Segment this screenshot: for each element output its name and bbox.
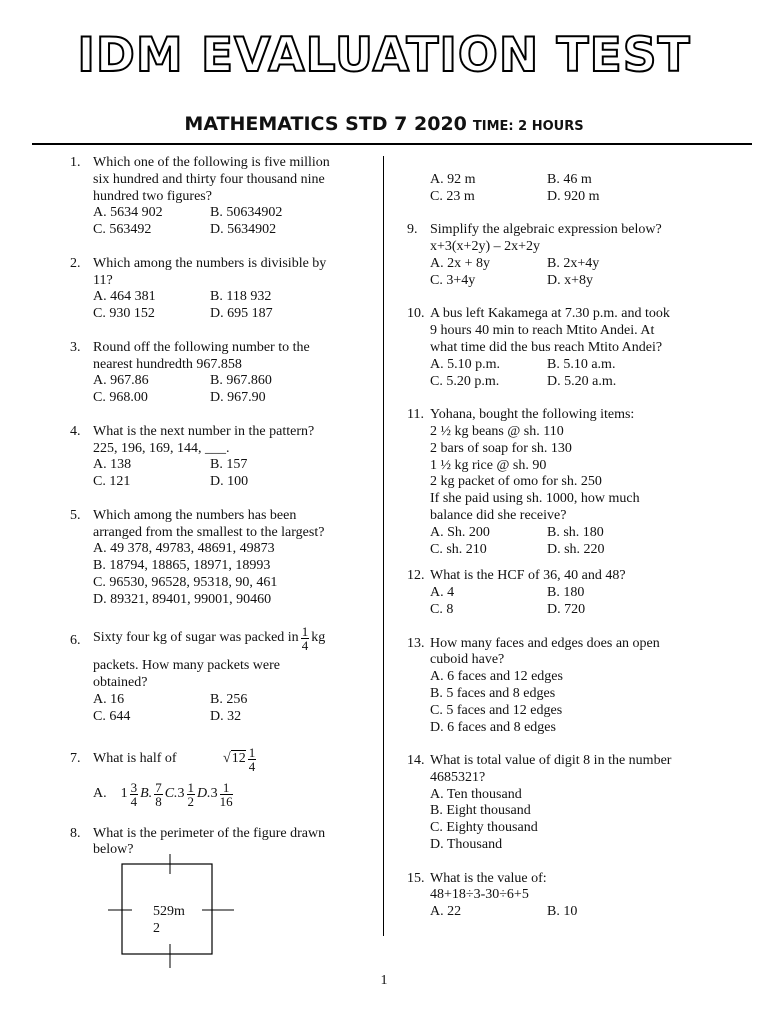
option-b: B. 18794, 18865, 18971, 18993 [93,558,271,574]
question-number: 6. [70,633,81,649]
question-number: 8. [70,825,81,841]
option-b: B. 157 [210,457,248,473]
option-a: A. 967.86 [93,373,149,389]
option-c: C. 930 152 [93,306,155,322]
question-text: 48+18÷3-30÷6+5 [430,887,529,903]
option-a: A. 16 [93,691,125,707]
option-c: C. sh. 210 [430,541,487,557]
question-number: 1. [70,155,81,170]
option-a: A. 92 m [430,172,476,187]
question-2 [70,256,370,323]
question-text: obtained? [93,675,148,691]
right-column [407,172,727,921]
option-c-label: C. [164,785,178,801]
question-text: What is total value of digit 8 in the number [430,753,672,769]
question-10 [407,306,727,390]
question-number: 10. [407,306,425,322]
question-number: 5. [70,507,81,523]
figure-area-exponent: 2 [153,921,160,936]
option-a: A. 5634 902 [93,205,163,221]
option-d: D. 6 faces and 8 edges [430,719,556,735]
option-c-whole: 3 [177,785,185,801]
option-b-label: B. [140,785,153,801]
question-3 [70,340,370,407]
option-a-fraction: $\frac{3}{4}$ [130,779,138,809]
question-text: What is the value of: [430,870,547,886]
question-text: If she paid using sh. 1000, how much [430,491,640,507]
option-a: A. Ten thousand [430,786,522,802]
subject-label: MATHEMATICS STD 7 2020 [184,113,467,135]
question-text: What is the perimeter of the figure drawn [93,825,326,841]
question-text: How many faces and edges does an open [430,635,660,651]
fraction: $\frac{1}{4}$ [301,624,309,654]
question-number: 14. [407,753,425,769]
subject-heading [0,113,768,135]
question-text: 2 kg packet of omo for sh. 250 [430,474,602,490]
option-d: D. 5634902 [210,222,277,238]
option-d: D. 89321, 89401, 99001, 90460 [93,591,272,607]
test-title: IDM EVALUATION TEST [77,28,691,83]
question-6 [70,625,370,725]
question-text: nearest hundredth 967.858 [93,356,242,372]
question-text: 2 ½ kg beans @ sh. 110 [430,423,564,439]
question-13 [407,636,727,737]
option-a: A. 6 faces and 12 edges [430,669,563,685]
option-d: D. 967.90 [210,390,266,406]
question-15 [407,871,727,921]
question-7 [70,746,370,808]
fraction: $\frac{1}{4}$ [248,744,256,774]
option-c: C. 5.20 p.m. [430,373,500,389]
question-number: 9. [407,222,418,238]
question-number: 11. [407,407,424,423]
option-d: D. 720 [547,601,586,617]
question-8-options [407,172,727,206]
option-d: D. Thousand [430,837,503,853]
question-number: 7. [70,750,81,766]
option-d-fraction: $\frac{1}{16}$ [219,779,233,809]
question-text: 4685321? [430,769,486,785]
option-d: D. 695 187 [210,306,273,322]
question-text: What is the next number in the pattern? [93,423,315,439]
question-text: What is the HCF of 36, 40 and 48? [430,568,626,584]
question-text: six hundred and thirty four thousand nine [93,171,325,187]
question-text: below? [93,842,134,858]
option-d: D. sh. 220 [547,541,605,557]
option-c: C. 5 faces and 12 edges [430,702,563,718]
question-number: 2. [70,255,81,271]
question-number: 12. [407,568,425,584]
option-b: B. sh. 180 [547,524,604,540]
question-7-options [93,781,370,808]
option-a: A. 4 [430,585,455,601]
question-number: 15. [407,870,425,886]
option-c: C. 968.00 [93,390,148,406]
question-text: Yohana, bought the following items: [430,407,635,423]
figure-area-label: 529m [153,904,185,919]
option-c: C. 3+4y [430,272,476,288]
question-4 [70,424,370,491]
question-text: balance did she receive? [430,507,567,523]
question-text: 9 hours 40 min to reach Mtito Andei. At [430,323,655,339]
question-text: 2 bars of soap for sh. 130 [430,440,572,456]
option-d: D. x+8y [547,272,594,288]
option-c: C. 23 m [430,188,475,204]
option-a: A. Sh. 200 [430,524,490,540]
option-d: D. 5.20 a.m. [547,373,617,389]
question-12 [407,568,727,618]
question-text: 1 ½ kg rice @ sh. 90 [430,457,547,473]
question-text: hundred two figures? [93,188,212,204]
question-text: 225, 196, 169, 144, ___. [93,440,230,456]
option-b: B. 5 faces and 8 edges [430,685,556,701]
option-b: B. 46 m [547,172,592,187]
option-c: C. 563492 [93,222,152,238]
question-text: What is half of [93,750,177,766]
question-text: Round off the following number to the [93,339,310,355]
option-b: B. 118 932 [210,289,272,305]
question-9 [407,222,727,289]
question-text: x+3(x+2y) – 2x+2y [430,239,541,255]
header-rule [32,143,752,145]
question-text: cuboid have? [430,652,505,668]
question-text: Which among the numbers is divisible by [93,255,327,271]
option-a: A. 464 381 [93,289,156,305]
option-d: D. 32 [210,708,242,724]
option-d-label: D. [197,785,211,801]
time-label: TIME: 2 HOURS [472,119,584,134]
square-root-expression: √ 12 [223,750,246,767]
question-number: 3. [70,339,81,355]
question-number: 13. [407,635,425,651]
left-column [70,155,370,859]
option-c: C. 644 [93,708,131,724]
option-b: B. 5.10 a.m. [547,356,616,372]
option-b: B. 180 [547,585,585,601]
question-text: kg [311,630,326,646]
option-b: B. 967.860 [210,373,272,389]
page-number: 1 [380,973,388,988]
option-b: B. 256 [210,691,248,707]
question-11 [407,407,727,558]
question-text: Which among the numbers has been [93,507,297,523]
option-b: B. 10 [547,904,578,920]
question-text: packets. How many packets were [93,658,280,674]
option-b: B. 2x+4y [547,255,600,271]
question-number: 4. [70,423,81,439]
question-text: Simplify the algebraic expression below? [430,222,662,238]
figure-label [153,903,185,937]
option-c: C. 96530, 96528, 95318, 90, 461 [93,574,278,590]
question-text: Sixty four kg of sugar was packed in [93,630,299,646]
question-text: 11? [93,272,113,288]
question-text: what time did the bus reach Mtito Andei? [430,339,663,355]
option-d: D. 920 m [547,188,600,204]
column-divider [383,156,384,936]
question-14 [407,753,727,854]
option-a: A. 2x + 8y [430,255,491,271]
question-text: Which one of the following is five million [93,155,330,170]
option-a: A. 22 [430,904,462,920]
option-c-fraction: $\frac{1}{2}$ [187,779,195,809]
option-d: D. 100 [210,474,249,490]
option-c: C. Eighty thousand [430,820,538,836]
option-a: A. 49 378, 49783, 48691, 49873 [93,541,275,557]
option-a-label: A. [93,785,107,801]
option-a: A. 5.10 p.m. [430,356,500,372]
question-1 [70,155,370,239]
option-b: B. Eight thousand [430,803,531,819]
option-b: B. 50634902 [210,205,283,221]
question-5 [70,508,370,609]
option-a-whole: 1 [120,785,128,801]
option-b-fraction: $\frac{7}{8}$ [155,779,162,809]
question-text: arranged from the smallest to the largest? [93,524,325,540]
option-c: C. 8 [430,601,454,617]
option-a: A. 138 [93,457,132,473]
option-d-whole: 3 [210,785,218,801]
option-c: C. 121 [93,474,131,490]
question-text: A bus left Kakamega at 7.30 p.m. and took [430,306,670,322]
